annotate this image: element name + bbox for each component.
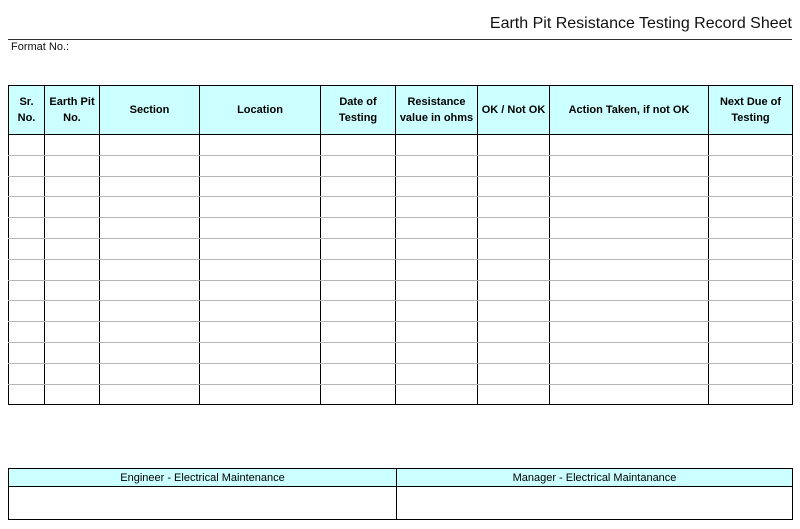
table-cell[interactable] xyxy=(709,155,793,176)
table-cell[interactable] xyxy=(100,218,200,239)
table-cell[interactable] xyxy=(396,384,478,405)
table-cell[interactable] xyxy=(478,176,550,197)
table-cell[interactable] xyxy=(321,155,396,176)
table-cell[interactable] xyxy=(396,259,478,280)
table-cell[interactable] xyxy=(478,197,550,218)
table-cell[interactable] xyxy=(550,280,709,301)
table-cell[interactable] xyxy=(9,135,45,156)
title-divider xyxy=(8,39,792,40)
format-number-label: Format No.: xyxy=(11,41,70,53)
table-cell[interactable] xyxy=(100,384,200,405)
table-cell[interactable] xyxy=(396,301,478,322)
table-cell[interactable] xyxy=(200,301,321,322)
table-cell[interactable] xyxy=(396,218,478,239)
table-row xyxy=(9,322,793,343)
table-cell[interactable] xyxy=(709,197,793,218)
table-cell[interactable] xyxy=(709,280,793,301)
engineer-signature-cell[interactable] xyxy=(9,487,397,520)
table-cell[interactable] xyxy=(45,322,100,343)
table-cell[interactable] xyxy=(200,342,321,363)
table-cell[interactable] xyxy=(709,218,793,239)
table-cell[interactable] xyxy=(321,197,396,218)
table-cell[interactable] xyxy=(321,259,396,280)
table-cell[interactable] xyxy=(321,301,396,322)
col-location: Location xyxy=(200,86,321,135)
table-cell[interactable] xyxy=(321,384,396,405)
table-cell[interactable] xyxy=(321,342,396,363)
table-row xyxy=(9,384,793,405)
engineer-label: Engineer - Electrical Maintenance xyxy=(9,469,397,487)
table-cell[interactable] xyxy=(550,301,709,322)
table-cell[interactable] xyxy=(396,197,478,218)
col-section: Section xyxy=(100,86,200,135)
table-cell[interactable] xyxy=(709,176,793,197)
table-cell[interactable] xyxy=(321,363,396,384)
table-cell[interactable] xyxy=(321,176,396,197)
table-cell[interactable] xyxy=(45,176,100,197)
table-cell[interactable] xyxy=(200,135,321,156)
table-cell[interactable] xyxy=(200,280,321,301)
table-cell[interactable] xyxy=(396,342,478,363)
table-cell[interactable] xyxy=(100,155,200,176)
signature-space-row xyxy=(9,487,793,520)
table-cell[interactable] xyxy=(200,197,321,218)
table-cell[interactable] xyxy=(478,322,550,343)
table-cell[interactable] xyxy=(550,155,709,176)
table-cell[interactable] xyxy=(9,301,45,322)
manager-signature-cell[interactable] xyxy=(397,487,793,520)
table-cell[interactable] xyxy=(478,218,550,239)
table-cell[interactable] xyxy=(709,322,793,343)
table-row xyxy=(9,259,793,280)
table-cell[interactable] xyxy=(396,363,478,384)
col-ok-not-ok: OK / Not OK xyxy=(478,86,550,135)
record-body xyxy=(9,135,793,405)
table-cell[interactable] xyxy=(9,259,45,280)
table-cell[interactable] xyxy=(478,363,550,384)
table-cell[interactable] xyxy=(9,342,45,363)
table-cell[interactable] xyxy=(100,238,200,259)
table-row xyxy=(9,363,793,384)
table-cell[interactable] xyxy=(396,176,478,197)
table-cell[interactable] xyxy=(45,280,100,301)
table-cell[interactable] xyxy=(396,135,478,156)
table-cell[interactable] xyxy=(200,384,321,405)
table-cell[interactable] xyxy=(709,301,793,322)
table-cell[interactable] xyxy=(200,259,321,280)
table-cell[interactable] xyxy=(396,322,478,343)
table-cell[interactable] xyxy=(550,322,709,343)
table-cell[interactable] xyxy=(550,363,709,384)
table-row xyxy=(9,197,793,218)
table-row xyxy=(9,176,793,197)
table-cell[interactable] xyxy=(45,197,100,218)
table-cell[interactable] xyxy=(709,384,793,405)
table-row xyxy=(9,155,793,176)
table-cell[interactable] xyxy=(9,238,45,259)
table-cell[interactable] xyxy=(550,259,709,280)
table-cell[interactable] xyxy=(9,280,45,301)
table-cell[interactable] xyxy=(9,197,45,218)
table-cell[interactable] xyxy=(45,218,100,239)
table-cell[interactable] xyxy=(321,238,396,259)
table-row xyxy=(9,301,793,322)
table-cell[interactable] xyxy=(709,259,793,280)
signature-header-row xyxy=(9,469,793,487)
table-cell[interactable] xyxy=(478,384,550,405)
table-cell[interactable] xyxy=(9,155,45,176)
table-cell[interactable] xyxy=(45,301,100,322)
table-cell[interactable] xyxy=(100,176,200,197)
table-cell[interactable] xyxy=(100,135,200,156)
table-cell[interactable] xyxy=(321,135,396,156)
table-cell[interactable] xyxy=(100,322,200,343)
table-cell[interactable] xyxy=(45,342,100,363)
table-cell[interactable] xyxy=(200,176,321,197)
table-cell[interactable] xyxy=(200,363,321,384)
table-cell[interactable] xyxy=(9,363,45,384)
table-cell[interactable] xyxy=(709,238,793,259)
table-cell[interactable] xyxy=(396,155,478,176)
table-cell[interactable] xyxy=(200,238,321,259)
table-cell[interactable] xyxy=(478,259,550,280)
table-cell[interactable] xyxy=(478,135,550,156)
table-cell[interactable] xyxy=(478,280,550,301)
table-cell[interactable] xyxy=(550,384,709,405)
table-cell[interactable] xyxy=(100,301,200,322)
col-date-of-testing: Date of Testing xyxy=(321,86,396,135)
table-cell[interactable] xyxy=(550,342,709,363)
table-cell[interactable] xyxy=(709,363,793,384)
table-cell[interactable] xyxy=(478,301,550,322)
table-row xyxy=(9,218,793,239)
table-cell[interactable] xyxy=(100,342,200,363)
table-row xyxy=(9,135,793,156)
table-cell[interactable] xyxy=(200,218,321,239)
table-row xyxy=(9,238,793,259)
table-cell[interactable] xyxy=(396,238,478,259)
table-row xyxy=(9,342,793,363)
table-cell[interactable] xyxy=(200,155,321,176)
table-cell[interactable] xyxy=(9,384,45,405)
table-cell[interactable] xyxy=(45,155,100,176)
table-cell[interactable] xyxy=(100,259,200,280)
header-row xyxy=(9,86,793,135)
record-table xyxy=(8,85,793,405)
col-action-taken: Action Taken, if not OK xyxy=(550,86,709,135)
col-next-due: Next Due of Testing xyxy=(709,86,793,135)
signature-table xyxy=(8,468,793,520)
col-earth-pit-no: Earth Pit No. xyxy=(45,86,100,135)
col-sr-no: Sr. No. xyxy=(9,86,45,135)
table-cell[interactable] xyxy=(396,280,478,301)
document-title: Earth Pit Resistance Testing Record Sheet xyxy=(489,15,792,32)
table-cell[interactable] xyxy=(9,176,45,197)
table-cell[interactable] xyxy=(9,218,45,239)
table-cell[interactable] xyxy=(709,342,793,363)
table-cell[interactable] xyxy=(550,238,709,259)
table-cell[interactable] xyxy=(9,322,45,343)
table-cell[interactable] xyxy=(321,218,396,239)
table-cell[interactable] xyxy=(100,363,200,384)
table-cell[interactable] xyxy=(478,238,550,259)
table-cell[interactable] xyxy=(45,238,100,259)
table-cell[interactable] xyxy=(550,218,709,239)
table-cell[interactable] xyxy=(45,135,100,156)
manager-label: Manager - Electrical Maintanance xyxy=(397,469,793,487)
table-cell[interactable] xyxy=(45,384,100,405)
table-cell[interactable] xyxy=(45,259,100,280)
table-cell[interactable] xyxy=(709,135,793,156)
table-cell[interactable] xyxy=(550,197,709,218)
table-cell[interactable] xyxy=(550,135,709,156)
table-cell[interactable] xyxy=(100,197,200,218)
table-cell[interactable] xyxy=(550,176,709,197)
table-cell[interactable] xyxy=(200,322,321,343)
table-cell[interactable] xyxy=(321,280,396,301)
table-cell[interactable] xyxy=(478,155,550,176)
table-cell[interactable] xyxy=(100,280,200,301)
table-row xyxy=(9,280,793,301)
col-resistance-value: Resistance value in ohms xyxy=(396,86,478,135)
table-cell[interactable] xyxy=(478,342,550,363)
table-cell[interactable] xyxy=(321,322,396,343)
table-cell[interactable] xyxy=(45,363,100,384)
